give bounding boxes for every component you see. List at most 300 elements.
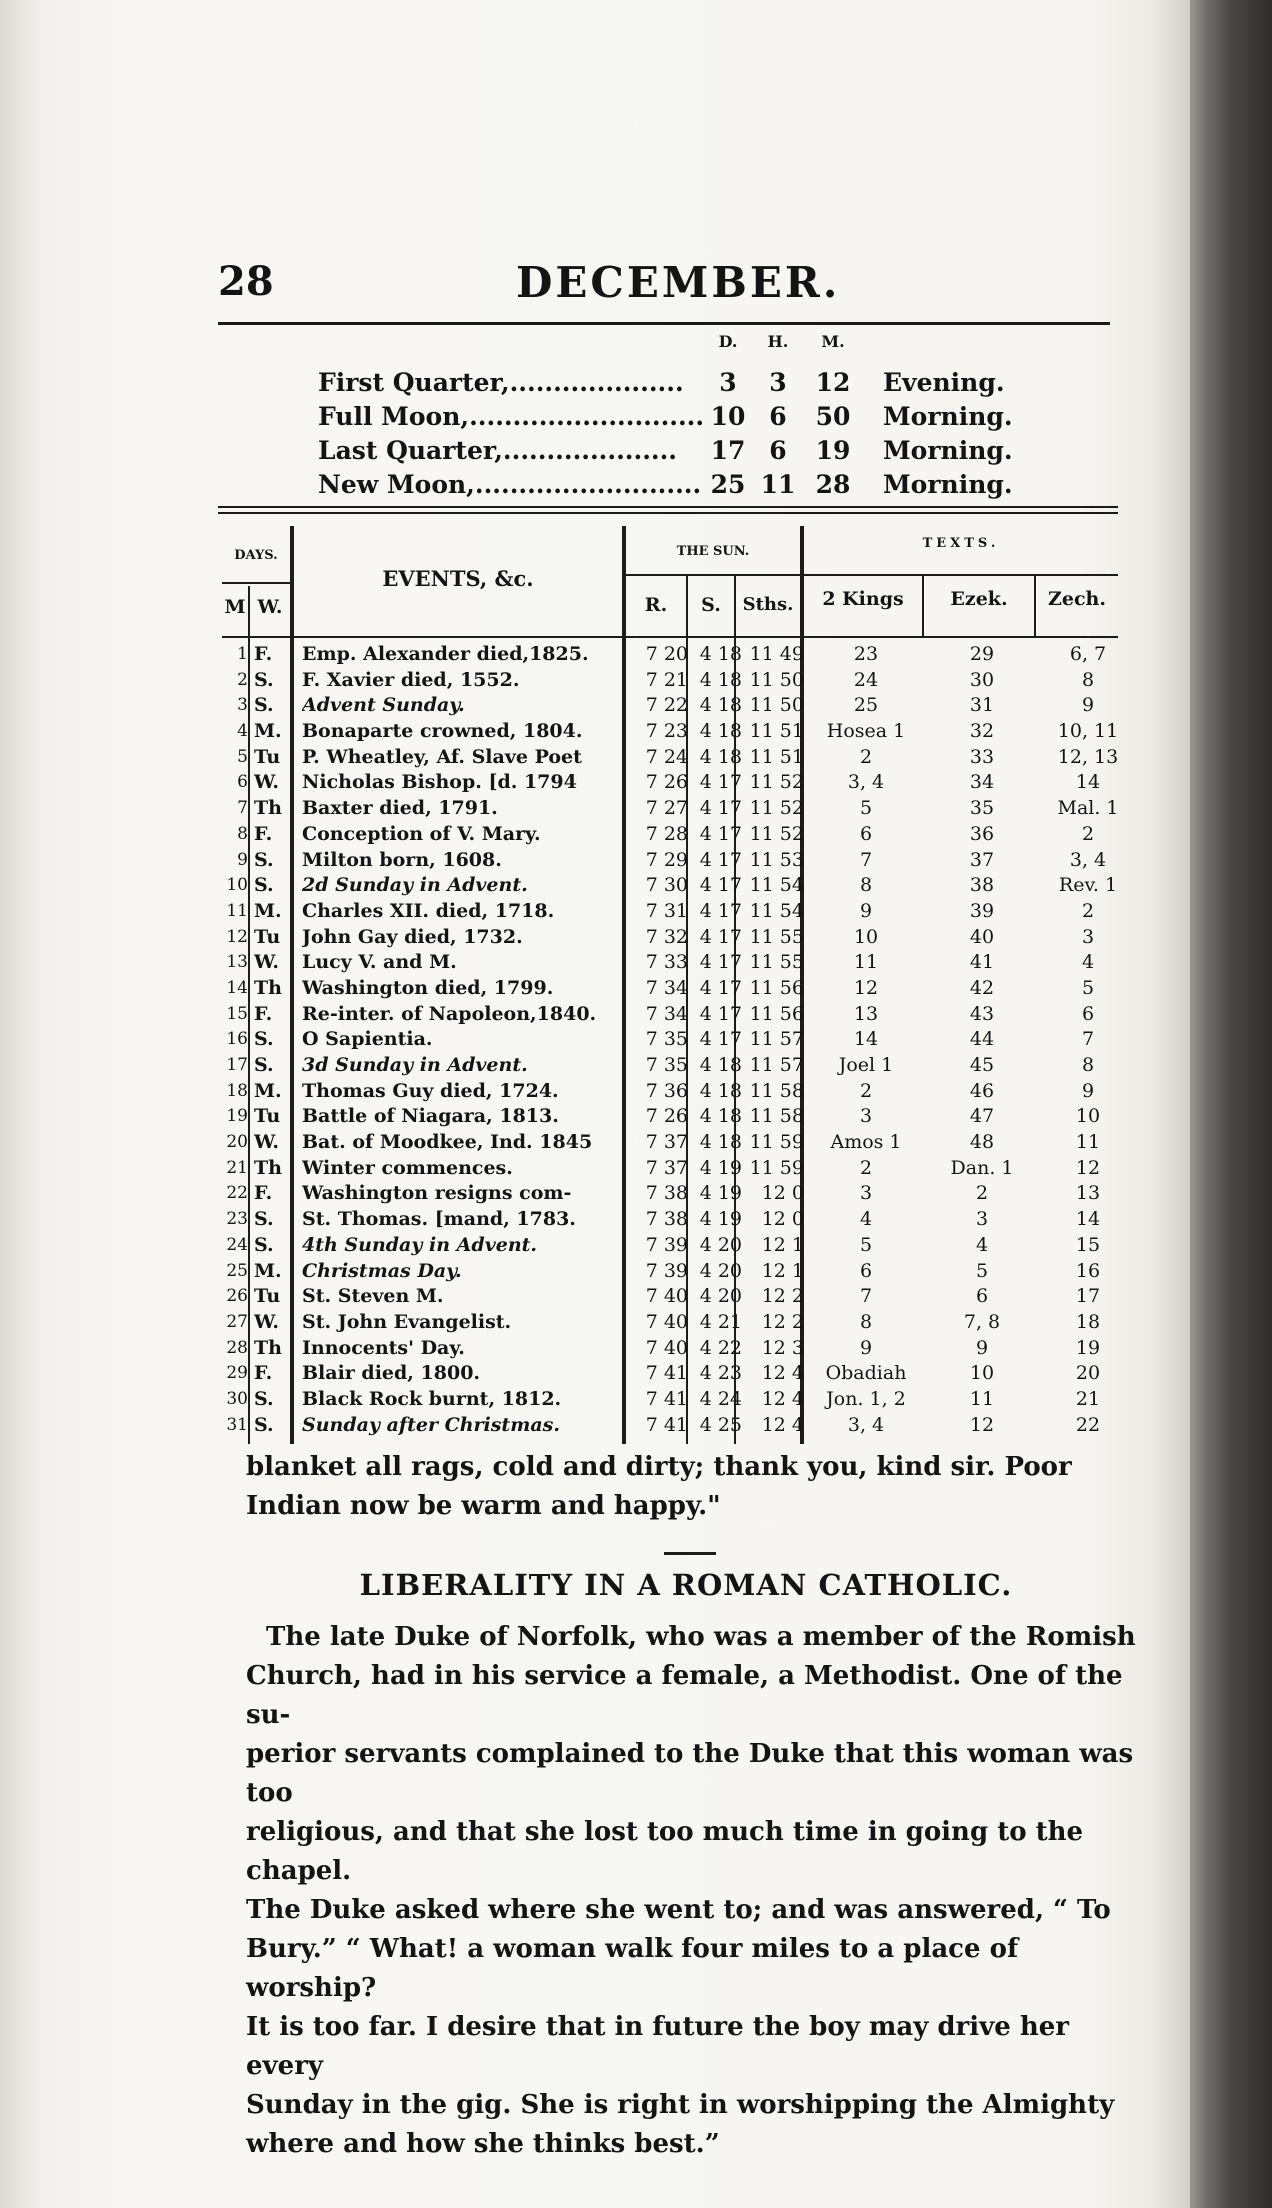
day-of-week: Th	[254, 976, 282, 999]
moon-phase-hour: 11	[760, 470, 796, 499]
moon-phase-hour: 3	[769, 368, 787, 397]
calendar-row	[222, 1259, 1118, 1285]
ezek-text: 29	[969, 643, 995, 665]
day-of-month: 4	[237, 721, 248, 742]
sun-set: 4 17	[699, 925, 742, 948]
zech-text: 11	[1075, 1131, 1101, 1154]
moon-phase-day: 10	[710, 402, 746, 431]
kings-text: 2	[859, 745, 873, 768]
day-of-month: 6	[237, 772, 248, 793]
ezek-text: Dan. 1	[950, 1156, 1014, 1179]
day-of-week: F.	[254, 1002, 273, 1025]
section-divider	[664, 1552, 716, 1555]
sun-set: 4 17	[699, 797, 742, 820]
moon-header-hours: H.	[767, 332, 789, 351]
sun-rise: 7 34	[645, 1002, 688, 1025]
sun-souths: 12 0	[761, 1182, 804, 1205]
sun-rise: 7 38	[645, 1182, 688, 1205]
kings-text: Obadiah	[825, 1362, 907, 1385]
ezek-text: 9	[975, 1336, 989, 1359]
sun-set: 4 19	[699, 1156, 742, 1179]
sun-set: 4 17	[699, 951, 742, 974]
sun-rise: 7 33	[645, 951, 688, 974]
zech-text: 2	[1081, 899, 1095, 922]
calendar-row	[222, 770, 1118, 796]
sun-set: 4 17	[699, 1028, 742, 1051]
month-title: DECEMBER.	[516, 258, 841, 307]
zech-text: 8	[1081, 668, 1095, 691]
event-text: Sunday after Christmas.	[302, 1413, 560, 1436]
event-text: O Sapientia.	[302, 1028, 433, 1051]
sun-souths: 11 56	[749, 976, 804, 999]
day-of-month: 15	[226, 1003, 248, 1024]
zech-text: 16	[1075, 1259, 1101, 1282]
sun-rise: 7 30	[645, 874, 688, 897]
ezek-text: 33	[969, 745, 995, 768]
moon-phase-minute: 19	[815, 436, 851, 465]
sun-souths: 11 50	[749, 694, 804, 717]
sun-souths: 11 49	[749, 643, 804, 665]
day-of-week: S.	[254, 1054, 274, 1076]
moon-phases-header	[318, 332, 1038, 368]
story-line: The late Duke of Norfolk, who was a member of the Romish	[266, 1622, 1136, 1652]
event-text: St. Thomas. [mand, 1783.	[302, 1208, 576, 1231]
kings-text: 13	[853, 1002, 879, 1025]
moon-phase-row	[318, 402, 1038, 436]
day-of-month: 23	[226, 1209, 248, 1230]
the-sun-header: THE SUN.	[676, 544, 750, 559]
sun-rise: 7 23	[645, 720, 688, 743]
sun-souths: 11 52	[749, 771, 804, 794]
kings-text: 5	[859, 1233, 873, 1256]
zech-text: 17	[1075, 1285, 1101, 1308]
day-of-week: S.	[254, 1387, 274, 1410]
sun-set: 4 18	[699, 694, 742, 717]
sun-rise: 7 24	[645, 745, 688, 768]
ezek-text: 48	[969, 1131, 995, 1154]
sun-rise: 7 40	[645, 1310, 688, 1333]
story-line: Bury.” “ What! a woman walk four miles to a place of worship?	[246, 1934, 1019, 2003]
moon-phase-minute: 50	[815, 402, 851, 431]
sun-rise: 7 37	[645, 1156, 688, 1179]
sun-rise: 7 31	[645, 899, 688, 922]
day-of-week: M.	[254, 1259, 282, 1282]
sun-souths: 11 52	[749, 797, 804, 820]
ezek-text: 12	[969, 1413, 995, 1436]
event-text: Washington resigns com-	[302, 1182, 572, 1205]
sun-souths: 11 53	[749, 848, 804, 871]
calendar-row	[222, 642, 1118, 668]
sun-souths: 12 2	[761, 1310, 804, 1333]
calendar-row	[222, 1310, 1118, 1336]
kings-text: 3, 4	[847, 771, 885, 794]
story-title: LIBERALITY IN A ROMAN CATHOLIC.	[359, 1568, 1013, 1602]
sun-souths: 12 2	[761, 1285, 804, 1308]
sun-rise: 7 39	[645, 1259, 688, 1282]
sun-rise: 7 35	[645, 1054, 688, 1076]
sun-souths: 12 0	[761, 1208, 804, 1231]
zech-text: 15	[1075, 1233, 1101, 1256]
day-of-week: S.	[254, 668, 274, 691]
ezek-text: 11	[969, 1387, 995, 1410]
ezek-text: 5	[975, 1259, 989, 1282]
story-line: where and how she thinks best.”	[246, 2129, 720, 2159]
sun-rise: 7 29	[645, 848, 688, 871]
calendar-row	[222, 1284, 1118, 1310]
day-of-month: 12	[226, 926, 248, 947]
calendar-table	[222, 526, 1118, 1446]
sun-souths: 12 4	[761, 1387, 804, 1410]
zech-text: 6, 7	[1069, 643, 1107, 665]
zech-text: 14	[1075, 1208, 1101, 1231]
moon-phase-row	[318, 436, 1038, 470]
event-text: Conception of V. Mary.	[302, 822, 541, 845]
moon-phase-day: 17	[710, 436, 746, 465]
day-of-week: W.	[254, 951, 279, 974]
day-of-week: Tu	[254, 745, 281, 768]
calendar-row	[222, 1207, 1118, 1233]
kings-text: 2	[859, 1079, 873, 1102]
day-of-month: 11	[226, 900, 248, 921]
zech-text: 2	[1081, 822, 1095, 845]
sun-rise: 7 41	[645, 1362, 688, 1385]
page-header	[218, 258, 1108, 318]
ezek-text: 38	[969, 874, 995, 897]
moon-phase-minute: 12	[815, 368, 851, 397]
event-text: Winter commences.	[302, 1156, 513, 1179]
sun-souths: 12 4	[761, 1413, 804, 1436]
story-body	[246, 1618, 1146, 2164]
moon-phase-row	[318, 368, 1038, 402]
day-of-month: 19	[226, 1106, 248, 1127]
kings-text: 14	[853, 1028, 879, 1051]
calendar-row	[222, 796, 1118, 822]
kings-text: 6	[859, 822, 873, 845]
day-of-month: 14	[226, 977, 248, 998]
day-of-week: F.	[254, 1182, 273, 1205]
day-of-week: S.	[254, 848, 274, 871]
moon-phase-day: 25	[710, 470, 746, 499]
day-of-month: 8	[237, 823, 248, 844]
calendar-row	[222, 899, 1118, 925]
zech-text: 8	[1081, 1054, 1095, 1076]
day-of-month: 22	[226, 1183, 248, 1204]
sun-rise: 7 26	[645, 771, 688, 794]
sun-set: 4 24	[699, 1387, 742, 1410]
day-of-month: 28	[226, 1337, 248, 1358]
sun-set: 4 18	[699, 668, 742, 691]
moon-phase-name: Last Quarter,....................	[318, 436, 678, 465]
sun-set: 4 17	[699, 899, 742, 922]
zech-text: 10	[1075, 1105, 1101, 1128]
calendar-row	[222, 1079, 1118, 1105]
calendar-row	[222, 1413, 1118, 1439]
event-text: Nicholas Bishop. [d. 1794	[302, 771, 577, 794]
sun-souths: 11 57	[749, 1028, 804, 1051]
header-rule	[622, 574, 1118, 576]
kings-text: 8	[859, 1310, 873, 1333]
sun-set: 4 20	[699, 1285, 742, 1308]
continuation-line: blanket all rags, cold and dirty; thank you, kind sir. Poor	[246, 1452, 1072, 1482]
calendar-row	[222, 1053, 1118, 1079]
day-of-week: Th	[254, 797, 282, 820]
sun-set: 4 18	[699, 1054, 742, 1076]
story-line: perior servants complained to the Duke that this woman was too	[246, 1739, 1134, 1808]
sun-set: 4 18	[699, 1131, 742, 1154]
moon-phase-name: Full Moon,...........................	[318, 402, 705, 431]
kings-text: 7	[859, 848, 873, 871]
sun-set: 4 19	[699, 1182, 742, 1205]
header-rule	[222, 636, 1118, 638]
calendar-rows	[222, 642, 1118, 1438]
day-of-week: Tu	[254, 1285, 281, 1308]
kings-text: Jon. 1, 2	[826, 1387, 906, 1410]
day-of-week: W.	[254, 1131, 279, 1154]
calendar-row	[222, 668, 1118, 694]
ezek-text: 32	[969, 720, 995, 743]
day-of-week: S.	[254, 1208, 274, 1231]
events-header: EVENTS, &c.	[382, 566, 534, 591]
kings-text: 12	[853, 976, 879, 999]
day-of-month: 31	[226, 1414, 248, 1435]
story-line: Church, had in his service a female, a Methodist. One of the su-	[246, 1661, 1123, 1730]
sun-rise: 7 41	[645, 1387, 688, 1410]
event-text: Charles XII. died, 1718.	[302, 899, 555, 922]
sun-souths: 11 59	[749, 1131, 804, 1154]
event-text: 2d Sunday in Advent.	[302, 874, 528, 897]
sun-souths: 11 58	[749, 1105, 804, 1128]
sun-rise: 7 34	[645, 976, 688, 999]
moon-phase-name: New Moon,..........................	[318, 470, 702, 499]
zech-text: 21	[1075, 1387, 1101, 1410]
sun-set: 4 20	[699, 1233, 742, 1256]
ezek-text: 41	[969, 951, 995, 974]
calendar-row	[222, 950, 1118, 976]
moon-phase-hour: 6	[769, 436, 787, 465]
south-header: Sths.	[742, 594, 794, 615]
texts-header: TEXTS.	[922, 536, 1000, 551]
sun-souths: 11 55	[749, 925, 804, 948]
day-of-month: 26	[226, 1286, 248, 1307]
rise-header: R.	[644, 594, 668, 616]
day-of-month: 2	[237, 669, 248, 690]
moon-phase-time: Morning.	[883, 402, 1013, 431]
day-of-month: 7	[237, 798, 248, 819]
day-of-month: 1	[237, 644, 248, 664]
sun-souths: 11 54	[749, 874, 804, 897]
moon-phase-minute: 28	[815, 470, 851, 499]
ezek-text: 37	[969, 848, 995, 871]
header-rule	[218, 322, 1110, 325]
sun-souths: 11 57	[749, 1054, 804, 1076]
kings-text: 9	[859, 899, 873, 922]
sun-rise: 7 22	[645, 694, 688, 717]
day-of-week: F.	[254, 643, 273, 665]
sun-set: 4 17	[699, 874, 742, 897]
zech-text: 7	[1081, 1028, 1095, 1051]
day-of-month: 10	[226, 875, 248, 896]
ezek-text: 34	[969, 771, 995, 794]
kings-text: 3	[859, 1182, 873, 1205]
event-text: 4th Sunday in Advent.	[302, 1233, 538, 1256]
kings-text: 4	[859, 1208, 873, 1231]
zech-text: 6	[1081, 1002, 1095, 1025]
day-of-month: 13	[226, 952, 248, 973]
moon-phase-time: Evening.	[883, 368, 1005, 397]
zech-text: 4	[1081, 951, 1095, 974]
ezek-text: 47	[969, 1105, 995, 1128]
kings-text: 9	[859, 1336, 873, 1359]
event-text: Thomas Guy died, 1724.	[302, 1079, 559, 1102]
kings-header: 2 Kings	[822, 588, 904, 610]
event-text: Bat. of Moodkee, Ind. 1845	[302, 1131, 593, 1154]
sun-set: 4 20	[699, 1259, 742, 1282]
kings-text: 10	[853, 925, 879, 948]
day-of-month: 20	[226, 1132, 248, 1153]
calendar-row	[222, 822, 1118, 848]
sun-set: 4 17	[699, 976, 742, 999]
calendar-row	[222, 873, 1118, 899]
zech-text: 20	[1075, 1362, 1101, 1385]
sun-souths: 11 54	[749, 899, 804, 922]
kings-text: Amos 1	[830, 1131, 902, 1154]
kings-text: 5	[859, 797, 873, 820]
event-text: St. John Evangelist.	[302, 1310, 512, 1333]
sun-rise: 7 26	[645, 1105, 688, 1128]
event-text: Black Rock burnt, 1812.	[302, 1387, 562, 1410]
sun-set: 4 18	[699, 643, 742, 665]
event-text: St. Steven M.	[302, 1285, 444, 1308]
day-of-week: S.	[254, 694, 274, 717]
sun-rise: 7 36	[645, 1079, 688, 1102]
calendar-row	[222, 1361, 1118, 1387]
event-text: Milton born, 1608.	[302, 848, 502, 871]
zech-text: 18	[1075, 1310, 1101, 1333]
ezek-text: 40	[969, 925, 995, 948]
day-of-month: 24	[226, 1234, 248, 1255]
sun-souths: 12 1	[761, 1233, 804, 1256]
zech-text: 9	[1081, 694, 1095, 717]
ezek-text: 42	[969, 976, 995, 999]
story-line: It is too far. I desire that in future the boy may drive her every	[246, 2012, 1069, 2081]
calendar-row	[222, 1233, 1118, 1259]
sun-souths: 11 59	[749, 1156, 804, 1179]
event-text: John Gay died, 1732.	[302, 925, 523, 948]
event-text: Lucy V. and M.	[302, 951, 457, 974]
story-line: Sunday in the gig. She is right in worshipping the Almighty	[246, 2090, 1115, 2120]
event-text: P. Wheatley, Af. Slave Poet	[302, 745, 582, 768]
ezek-text: 39	[969, 899, 995, 922]
event-text: Emp. Alexander died,1825.	[302, 643, 589, 665]
ezek-header: Ezek.	[950, 588, 1008, 610]
moon-phase-name: First Quarter,....................	[318, 368, 684, 397]
sun-rise: 7 32	[645, 925, 688, 948]
moon-phase-time: Morning.	[883, 470, 1013, 499]
day-of-week: S.	[254, 1233, 274, 1256]
ezek-text: 6	[975, 1285, 989, 1308]
sun-souths: 12 3	[761, 1336, 804, 1359]
zech-text: 12, 13	[1057, 745, 1119, 768]
calendar-row	[222, 745, 1118, 771]
calendar-row	[222, 1002, 1118, 1028]
header-rule	[222, 582, 290, 584]
moon-phase-hour: 6	[769, 402, 787, 431]
kings-text: 24	[853, 668, 879, 691]
calendar-row	[222, 976, 1118, 1002]
continuation-line: Indian now be warm and happy."	[246, 1491, 721, 1521]
calendar-row	[222, 848, 1118, 874]
kings-text: 23	[853, 643, 879, 665]
calendar-row	[222, 925, 1118, 951]
day-of-month: 5	[237, 746, 248, 767]
sun-rise: 7 35	[645, 1028, 688, 1051]
kings-text: Joel 1	[838, 1054, 894, 1076]
day-of-week: Tu	[254, 925, 281, 948]
zech-text: 14	[1075, 771, 1101, 794]
sun-rise: 7 28	[645, 822, 688, 845]
zech-text: 3, 4	[1069, 848, 1107, 871]
sun-rise: 7 21	[645, 668, 688, 691]
day-of-week: W.	[254, 1310, 279, 1333]
kings-text: 2	[859, 1156, 873, 1179]
ezek-text: 35	[969, 797, 995, 820]
sun-set: 4 19	[699, 1208, 742, 1231]
day-of-week: S.	[254, 874, 274, 897]
sun-souths: 11 51	[749, 745, 804, 768]
ezek-text: 45	[969, 1054, 995, 1076]
calendar-row	[222, 1130, 1118, 1156]
event-text: Bonaparte crowned, 1804.	[302, 720, 583, 743]
sun-rise: 7 27	[645, 797, 688, 820]
sun-rise: 7 39	[645, 1233, 688, 1256]
event-text: Battle of Niagara, 1813.	[302, 1105, 559, 1128]
event-text: Re-inter. of Napoleon,1840.	[302, 1002, 597, 1025]
event-text: Innocents' Day.	[302, 1336, 465, 1359]
ezek-text: 2	[975, 1182, 989, 1205]
kings-text: 6	[859, 1259, 873, 1282]
zech-text: 10, 11	[1057, 720, 1119, 743]
day-of-month: 16	[226, 1029, 248, 1050]
moon-header-days: D.	[718, 332, 738, 351]
sun-set: 4 17	[699, 1002, 742, 1025]
sun-rise: 7 37	[645, 1131, 688, 1154]
ezek-text: 31	[969, 694, 995, 717]
sun-set: 4 23	[699, 1362, 742, 1385]
kings-text: 8	[859, 874, 873, 897]
sun-set: 4 22	[699, 1336, 742, 1359]
day-of-month: 29	[226, 1363, 248, 1384]
ezek-text: 10	[969, 1362, 995, 1385]
calendar-row	[222, 1027, 1118, 1053]
sun-set: 4 18	[699, 1079, 742, 1102]
ezek-text: 3	[975, 1208, 989, 1231]
calendar-row	[222, 1387, 1118, 1413]
day-of-week: Tu	[254, 1105, 281, 1128]
story-line: The Duke asked where she went to; and was answered, “ To	[246, 1895, 1111, 1925]
moon-phase-row	[318, 470, 1038, 504]
sun-rise: 7 20	[645, 643, 688, 665]
ezek-text: 36	[969, 822, 995, 845]
ezek-text: 7, 8	[963, 1310, 1001, 1333]
day-of-week: W.	[254, 771, 279, 794]
day-of-month: 30	[226, 1388, 248, 1409]
continuation-text	[246, 1448, 1146, 1526]
event-text: Washington died, 1799.	[302, 976, 554, 999]
sun-rise: 7 40	[645, 1336, 688, 1359]
days-header: DAYS.	[234, 548, 278, 563]
sun-souths: 11 58	[749, 1079, 804, 1102]
sun-rise: 7 40	[645, 1285, 688, 1308]
